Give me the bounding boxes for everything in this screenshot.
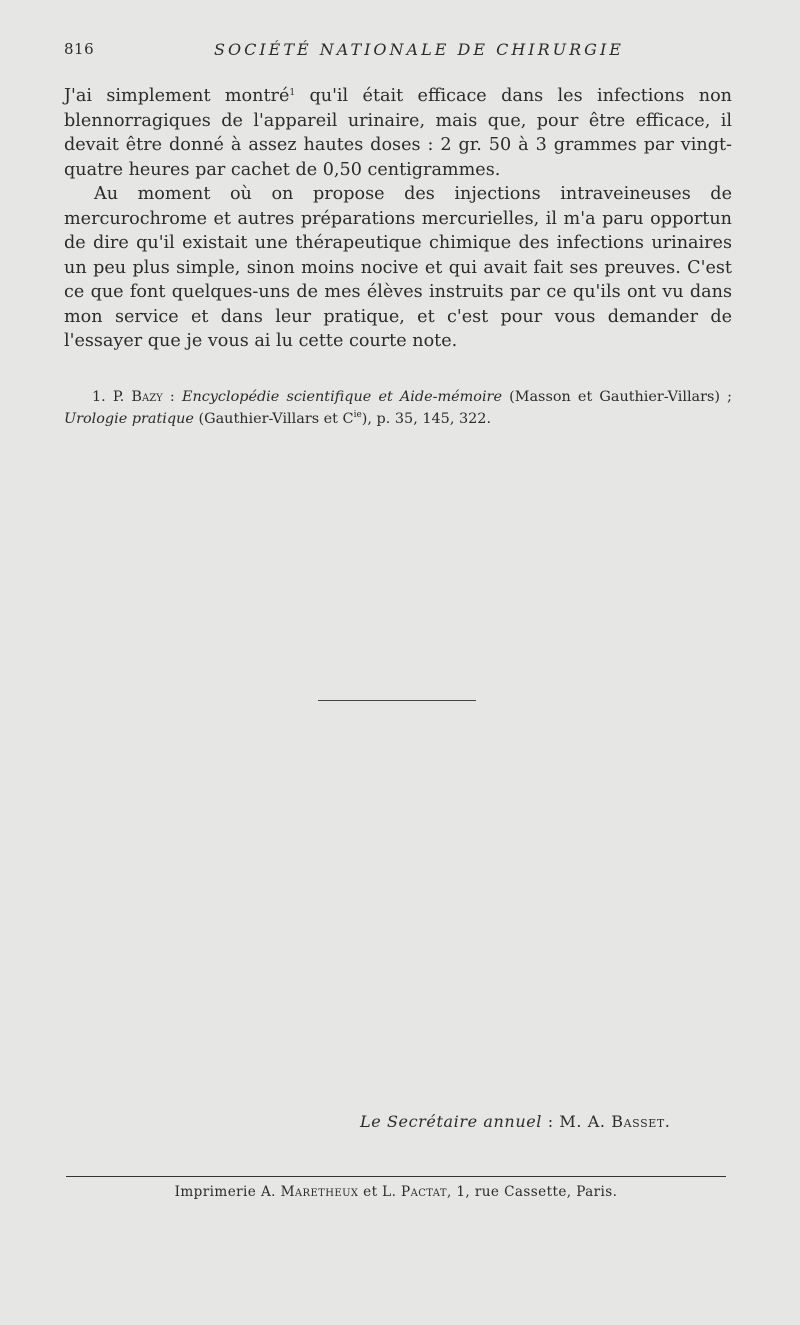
- footnote-number: 1. P.: [92, 389, 132, 405]
- imprint-divider: [66, 1176, 726, 1177]
- footnote-title-2: Urologie pratique: [64, 411, 194, 427]
- footnote-superscript: ie: [353, 410, 362, 420]
- footnote-sep: :: [162, 389, 182, 405]
- paragraph-1-rest: qu'il était efficace dans les infections non blennorragiques de l'appareil urinaire, mais que, pour être efficace, il devait être donné à assez hautes doses : 2 gr. 50 à 3 grammes par vingt-quatre heures par cachet de 0,50 centigrammes.: [64, 86, 732, 180]
- imprint: [66, 1184, 726, 1200]
- imprint-b: et L.: [358, 1184, 402, 1200]
- imprint-a: Imprimerie A.: [174, 1184, 281, 1200]
- footnote-end: (Gauthier-Villars et C: [193, 411, 354, 427]
- footnote-title-1: Encyclopédie scientifique et Aide-mémoire: [181, 389, 502, 405]
- imprint-c: , 1, rue Cassette, Paris.: [446, 1184, 618, 1200]
- imprint-printer-2: Pactat: [401, 1184, 447, 1200]
- imprint-printer-1: Maretheux: [280, 1184, 359, 1200]
- section-divider: [318, 700, 476, 701]
- running-title: SOCIÉTÉ NATIONALE DE CHIRURGIE: [214, 40, 624, 59]
- body-text: [64, 84, 732, 354]
- paragraph-1: [64, 84, 732, 182]
- signature: [360, 1112, 690, 1131]
- footnote: [64, 386, 732, 430]
- signature-sep: : M. A.: [542, 1112, 612, 1131]
- page-header: [64, 40, 734, 64]
- page-number: 816: [64, 40, 95, 58]
- footnote-author: Bazy: [131, 389, 163, 405]
- footnote-publisher: (Masson et Gauthier-Villars) ;: [501, 389, 733, 405]
- signature-name: Basset.: [611, 1112, 671, 1131]
- paragraph-2: Au moment où on propose des injections intraveineuses de mercurochrome et autres préparations mercurielles, il m'a paru opportun de dire qu'il existait une thérapeutique chimique des infections urinaires un peu plus simple, sinon moins nocive et qui avait fait ses preuves. C'est ce que font quelques-uns de mes élèves instruits par ce qu'ils ont vu dans mon service et dans leur pratique, et c'est pour vous demander de l'essayer que je vous ai lu cette courte note.: [64, 184, 732, 351]
- signature-role: Le Secrétaire annuel: [360, 1112, 543, 1131]
- footnote-marker: 1: [289, 88, 296, 98]
- paragraph-1-start: J'ai simplement montré: [64, 86, 290, 106]
- footnote-pages: ), p. 35, 145, 322.: [361, 411, 492, 427]
